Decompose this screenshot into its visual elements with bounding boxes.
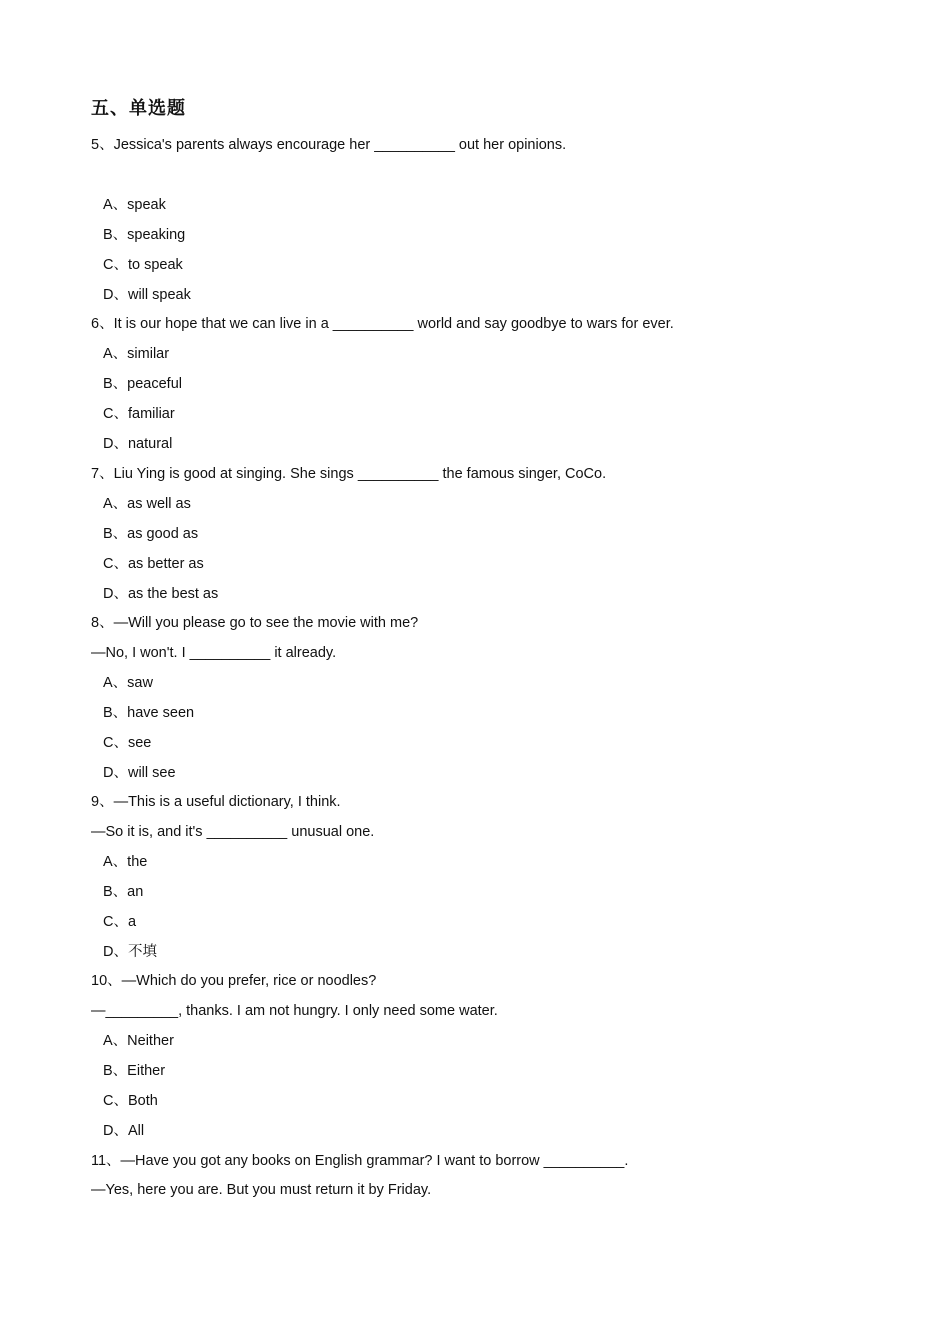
section-title: 五、单选题 [91,98,186,119]
question-7-option-c[interactable]: C、as better as [103,556,204,572]
question-10-response: —_________, thanks. I am not hungry. I only need some water. [91,1003,498,1019]
question-6-option-b[interactable]: B、peaceful [103,376,182,392]
question-10-option-c[interactable]: C、Both [103,1093,158,1109]
question-8-option-d[interactable]: D、will see [103,765,176,781]
question-9-option-a[interactable]: A、the [103,854,148,870]
question-9-option-d[interactable]: D、不填 [103,944,157,960]
question-10-option-d[interactable]: D、All [103,1123,145,1139]
question-10-option-a[interactable]: A、Neither [103,1033,174,1049]
question-5-option-d[interactable]: D、will speak [103,287,191,303]
question-5-option-a[interactable]: A、speak [103,197,166,213]
question-9-option-c[interactable]: C、a [103,914,137,930]
question-10-stem: 10、—Which do you prefer, rice or noodles? [91,973,377,989]
question-8-stem: 8、—Will you please go to see the movie with me? [91,615,419,631]
question-5-option-c[interactable]: C、to speak [103,257,183,273]
question-6-option-a[interactable]: A、similar [103,346,170,362]
question-8-option-b[interactable]: B、have seen [103,705,195,721]
question-8-option-a[interactable]: A、saw [103,675,153,691]
question-8-response: —No, I won't. I __________ it already. [91,645,337,661]
question-6-stem: 6、It is our hope that we can live in a __________ world and say goodbye to wars for ever. [91,316,674,332]
question-5-option-b[interactable]: B、speaking [103,227,186,243]
question-9-stem: 9、—This is a useful dictionary, I think. [91,794,341,810]
question-7-option-d[interactable]: D、as the best as [103,586,219,602]
question-10-option-b[interactable]: B、Either [103,1063,166,1079]
question-6-option-d[interactable]: D、natural [103,436,173,452]
question-6-option-c[interactable]: C、familiar [103,406,175,422]
question-8-option-c[interactable]: C、see [103,735,152,751]
question-11-stem: 11、—Have you got any books on English grammar? I want to borrow __________. [91,1153,629,1169]
question-9-option-b[interactable]: B、an [103,884,144,900]
question-5-stem: 5、Jessica's parents always encourage her __________ out her opinions. [91,137,567,153]
question-11-response: —Yes, here you are. But you must return it by Friday. [91,1182,432,1198]
question-7-option-b[interactable]: B、as good as [103,526,199,542]
question-9-response: —So it is, and it's __________ unusual one. [91,824,375,840]
question-7-stem: 7、Liu Ying is good at singing. She sings __________ the famous singer, CoCo. [91,466,607,482]
question-7-option-a[interactable]: A、as well as [103,496,191,512]
